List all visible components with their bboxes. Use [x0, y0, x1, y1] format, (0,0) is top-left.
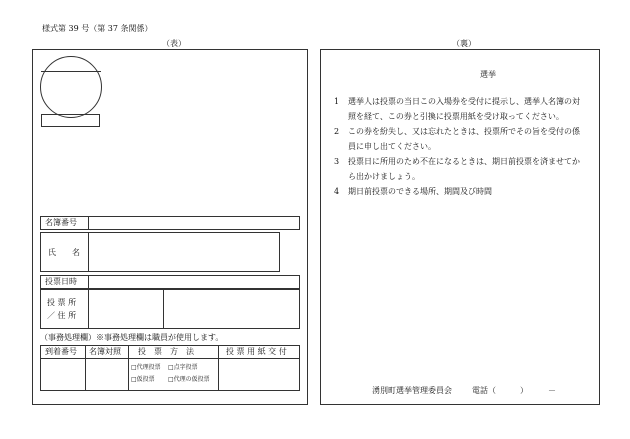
method-proxy-provisional: □代理の仮投票: [168, 376, 210, 383]
header-arrival-number: 到着番号: [45, 347, 77, 356]
office-col-divider-1: [85, 345, 86, 391]
seal-divider: [41, 71, 101, 72]
venue-label-2: ／ 住 所: [47, 311, 77, 320]
rule-3-line-1: 投票日に所用のため不在になるときは、期日前投票を済ませてか: [348, 157, 580, 166]
rule-2-line-2: 員に申し出てください。: [348, 142, 436, 151]
office-note: （事務処理欄）※事務処理欄は職員が使用します。: [40, 333, 224, 342]
header-roster-check: 名簿対照: [89, 347, 121, 356]
registration-divider: [88, 216, 89, 230]
name-label: 氏 名: [48, 248, 80, 257]
rule-3-number: 3: [334, 157, 340, 166]
footer-committee: 湧別町選挙管理委員会: [372, 386, 452, 395]
office-table-header-rule: [40, 358, 300, 359]
rule-2-number: 2: [334, 127, 340, 136]
back-title: 選挙: [480, 70, 496, 79]
rule-4-number: 4: [334, 187, 340, 196]
rule-1-line-1: 選挙人は投票の当日この入場券を受付に提示し、選挙人名簿の対: [348, 97, 580, 106]
method-provisional: □仮投票: [131, 376, 155, 383]
rule-1: [334, 94, 596, 124]
venue-label-1: 投 票 所: [47, 298, 77, 307]
seal-circle: [40, 56, 102, 118]
rule-2: [334, 124, 596, 154]
rule-3-line-2: ら出かけましょう。: [348, 172, 420, 181]
vote-date-row: [40, 275, 300, 289]
venue-divider-1: [88, 289, 89, 329]
rule-1-number: 1: [334, 97, 340, 106]
rules-list: [334, 94, 596, 199]
office-col-divider-2: [128, 345, 129, 391]
front-side-label: （表）: [162, 39, 186, 48]
office-col-divider-3: [218, 345, 219, 391]
header-voting-method: 投 票 方 法: [138, 347, 194, 356]
rule-2-line-1: この券を紛失し、又は忘れたときは、投票所でその旨を受付の係: [348, 127, 580, 136]
registration-number-label: 名簿番号: [45, 218, 77, 227]
venue-divider-2: [163, 289, 164, 329]
name-divider: [88, 232, 89, 272]
vote-date-divider: [88, 275, 89, 289]
footer-phone: 電話（ ） －: [472, 386, 556, 395]
venue-row: [40, 289, 300, 329]
method-proxy: □代理投票: [131, 364, 161, 371]
rule-4-line-1: 期日前投票のできる場所、期間及び時間: [348, 187, 492, 196]
rule-1-line-2: 照を経て、この券と引換に投票用紙を受け取ってください。: [348, 112, 564, 121]
header-ballot-issue: 投 票 用 紙 交 付: [226, 347, 287, 356]
rule-4: [334, 184, 596, 199]
rule-3: [334, 154, 596, 184]
back-side-label: （裏）: [452, 39, 476, 48]
method-braille: □点字投票: [168, 364, 198, 371]
form-number: 様式第 39 号（第 37 条関係）: [42, 24, 153, 33]
vote-date-label: 投票日時: [45, 277, 77, 286]
registration-number-row: [40, 216, 300, 230]
seal-box: [41, 114, 100, 127]
